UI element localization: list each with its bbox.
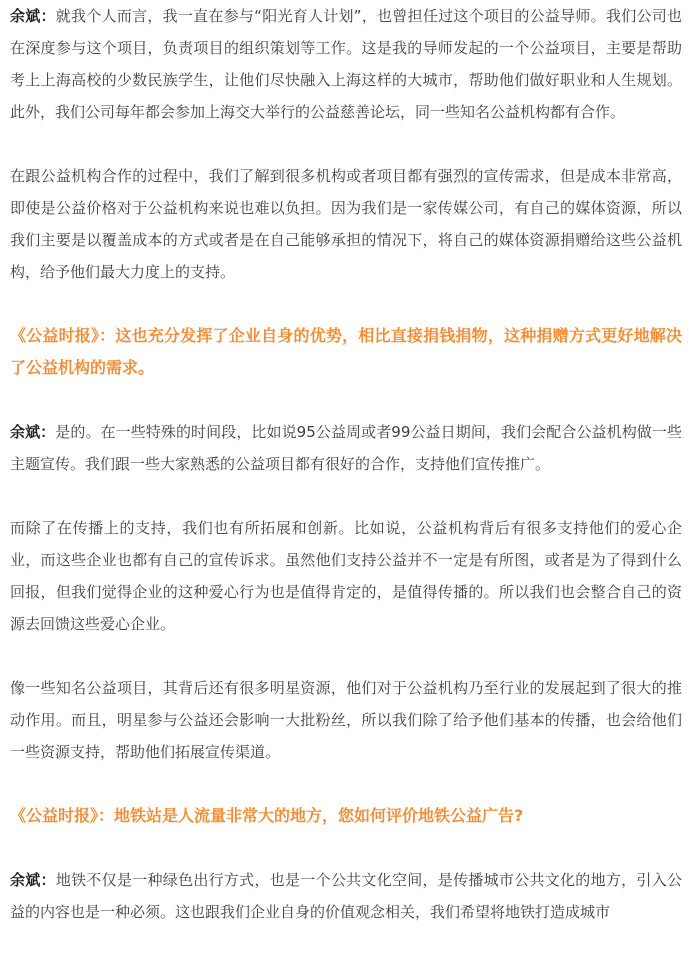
answer-paragraph-1 xyxy=(10,0,682,128)
answer-paragraph-4 xyxy=(10,512,682,640)
paragraph-text: 地铁不仅是一种绿色出行方式，也是一个公共文化空间，是传播城市公共文化的地方，引入公益的内容也是一种必须。这也跟我们企业自身的价值观念相关，我们希望将地铁打造成城市 xyxy=(10,871,682,921)
answer-paragraph-5 xyxy=(10,672,682,768)
answer-paragraph-6 xyxy=(10,864,682,928)
article-body xyxy=(10,0,682,928)
answer-paragraph-2 xyxy=(10,160,682,288)
speaker-label: 余斌： xyxy=(10,7,56,25)
paragraph-text: 像一些知名公益项目，其背后还有很多明星资源，他们对于公益机构乃至行业的发展起到了很大的推动作用。而且，明星参与公益还会影响一大批粉丝，所以我们除了给予他们基本的传播，也会给他们一些资源支持，帮助他们拓展宣传渠道。 xyxy=(10,679,682,761)
paragraph-text: 在跟公益机构合作的过程中，我们了解到很多机构或者项目都有强烈的宣传需求，但是成本非常高，即使是公益价格对于公益机构来说也难以负担。因为我们是一家传媒公司，有自己的媒体资源，所以我们主要是以覆盖成本的方式或者是在自己能够承担的情况下，将自己的媒体资源捐赠给这些公益机构，给予他们最大力度上的支持。 xyxy=(10,167,682,281)
paragraph-gap xyxy=(10,384,682,416)
interview-question-1: 《公益时报》：这也充分发挥了企业自身的优势，相比直接捐钱捐物，这种捐赠方式更好地解决了公益机构的需求。 xyxy=(10,326,682,377)
paragraph-text: 而除了在传播上的支持，我们也有所拓展和创新。比如说，公益机构背后有很多支持他们的爱心企业，而这些企业也都有自己的宣传诉求。虽然他们支持公益并不一定是有所图，或者是为了得到什么回报，但我们觉得企业的这种爱心行为也是值得肯定的，是值得传播的。所以我们也会整合自己的资源去回馈这些爱心企业。 xyxy=(10,519,682,633)
paragraph-gap xyxy=(10,128,682,160)
paragraph-gap xyxy=(10,768,682,800)
interview-question-2: 《公益时报》：地铁站是人流量非常大的地方，您如何评价地铁公益广告? xyxy=(10,806,524,825)
paragraph-gap xyxy=(10,832,682,864)
paragraph-gap xyxy=(10,480,682,512)
paragraph-gap xyxy=(10,640,682,672)
speaker-label: 余斌： xyxy=(10,423,56,441)
paragraph-text: 是的。在一些特殊的时间段，比如说95公益周或者99公益日期间，我们会配合公益机构做一些主题宣传。我们跟一些大家熟悉的公益项目都有很好的合作，支持他们宣传推广。 xyxy=(10,423,682,473)
paragraph-gap xyxy=(10,288,682,320)
paragraph-text: 就我个人而言，我一直在参与“阳光育人计划”，也曾担任过这个项目的公益导师。我们公司也在深度参与这个项目，负责项目的组织策划等工作。这是我的导师发起的一个公益项目，主要是帮助考上上海高校的少数民族学生，让他们尽快融入上海这样的大城市，帮助他们做好职业和人生规划。此外，我们公司每年都会参加上海交大举行的公益慈善论坛，同一些知名公益机构都有合作。 xyxy=(10,7,682,121)
speaker-label: 余斌： xyxy=(10,871,56,889)
answer-paragraph-3 xyxy=(10,416,682,480)
